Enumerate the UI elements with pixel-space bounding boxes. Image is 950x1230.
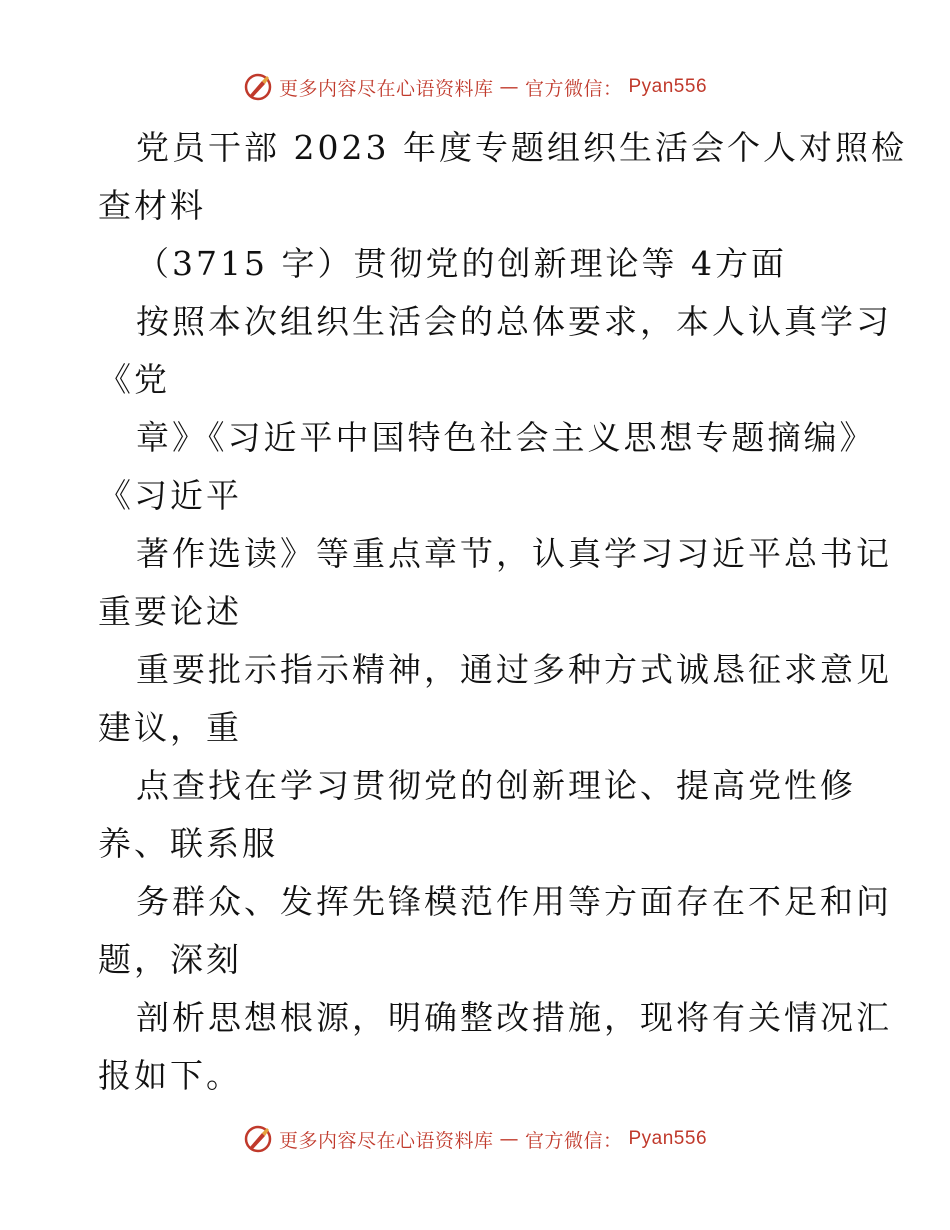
watermark-wechat-id: Pyan556 [628,1128,708,1149]
doc-line: 《党 [98,360,170,399]
footer-watermark [0,1124,950,1154]
doc-line: 题，深刻 [98,940,242,979]
doc-line: 重要批示指示精神，通过多种方式诚恳征求意见 [136,650,892,689]
header-watermark [0,72,950,102]
doc-line: 章》《习近平中国特色社会主义思想专题摘编》 [136,418,876,457]
watermark-separator: — [499,76,519,98]
doc-line: 务群众、发挥先锋模范作用等方面存在不足和问 [136,882,892,921]
document-body [98,124,907,1110]
doc-line: 查材料 [98,186,206,225]
watermark-label: 官方微信： [524,77,623,100]
doc-line: 剖析思想根源，明确整改措施，现将有关情况汇 [136,998,892,1037]
watermark-site-text: 更多内容尽在心语资料库 [278,77,494,100]
doc-line: 报如下。 [98,1056,242,1095]
watermark-wechat-id: Pyan556 [628,76,708,97]
watermark-separator: — [499,1128,519,1150]
doc-line: 重要论述 [98,592,242,631]
doc-line: 点查找在学习贯彻党的创新理论、提高党性修 [136,766,856,805]
doc-line: 建议，重 [98,708,242,747]
watermark-label: 官方微信： [524,1129,623,1152]
doc-line: （3715 字）贯彻党的创新理论等 4方面 [136,244,787,283]
doc-line: 按照本次组织生活会的总体要求，本人认真学习 [136,302,892,341]
doc-line: 党员干部 2023 年度专题组织生活会个人对照检 [136,128,907,167]
doc-line: 养、联系服 [98,824,278,863]
pen-logo-icon [243,1124,273,1154]
pen-logo-icon [243,72,273,102]
doc-line: 著作选读》等重点章节，认真学习习近平总书记 [136,534,892,573]
doc-line: 《习近平 [98,476,242,515]
watermark-site-text: 更多内容尽在心语资料库 [278,1129,494,1152]
